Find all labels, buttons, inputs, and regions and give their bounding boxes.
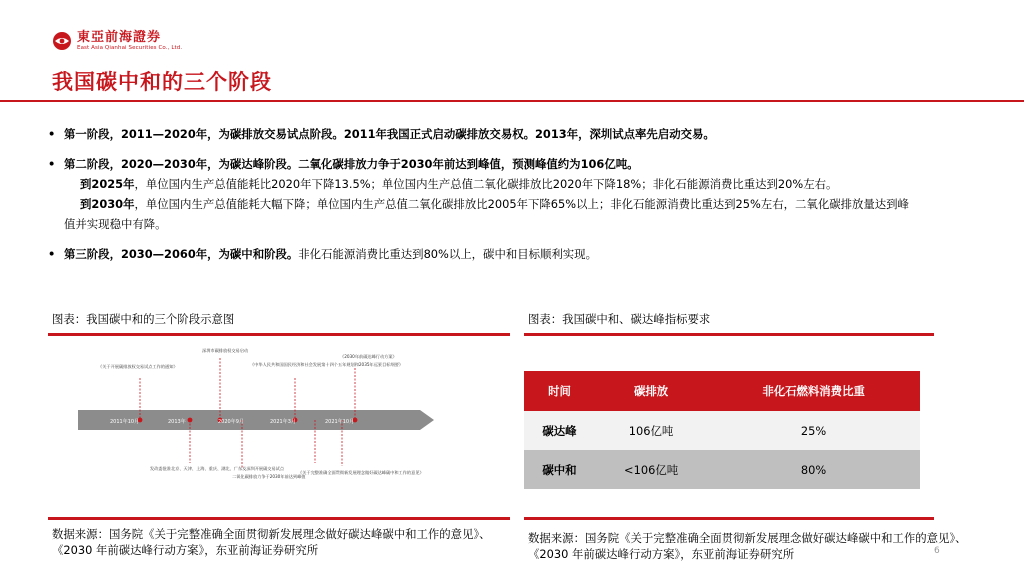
bottom-note-3: 《关于完整准确全面贯彻新发展理念做好碳达峰碳中和工作的意见》 <box>298 470 424 475</box>
row-peak-emission: 106亿吨 <box>595 411 707 450</box>
bullet-dot-icon: • <box>48 247 56 261</box>
bottom-note-1: 发改委批准北京、天津、上海、重庆、湖北、广东及深圳开展碳交易试点 <box>150 466 285 471</box>
target-2030-text-cont: 值并实现稳中有降。 <box>64 217 167 231</box>
figure-left-source: 数据来源：国务院《关于完整准确全面贯彻新发展理念做好碳达峰碳中和工作的意见》、《2030 年前碳达峰行动方案》，东亚前海证券研究所 <box>52 527 491 557</box>
bullet-stage-2 <box>48 154 1008 234</box>
stage-2-text: 第二阶段，2020—2030年，为碳达峰阶段。二氧化碳排放力争于2030年前达到峰值，预测峰值约为106亿吨。 <box>64 157 639 171</box>
bullet-stage-3 <box>48 244 1008 264</box>
top-note-2: 深圳市碳排放权交易启动 <box>202 348 249 353</box>
header-emission: 碳排放 <box>595 371 707 411</box>
timeline-label-4: 2021年3月 <box>270 419 296 425</box>
target-2030-text: ，单位国内生产总值能耗大幅下降；单位国内生产总值二氧化碳排放比2005年下降65%以上；非化石能源消费比重达到25%左右，二氧化碳排放量达到峰 <box>134 197 909 211</box>
figure-right-caption: 图表：我国碳中和、碳达峰指标要求 <box>528 312 711 326</box>
timeline-label-1: 2011年10月 <box>110 419 140 425</box>
row-peak-share: 25% <box>707 411 920 450</box>
table-row <box>524 411 920 450</box>
row-neutral-label: 碳中和 <box>524 450 595 489</box>
bottom-note-2: 二氧化碳排放力争于2030年前达到峰值 <box>232 474 306 479</box>
company-name-cn: 東亞前海證券 <box>77 29 162 45</box>
target-2025-label: 到2025年 <box>80 177 135 191</box>
timeline-diagram <box>70 338 510 513</box>
header-time: 时间 <box>524 371 595 411</box>
bullet-dot-icon: • <box>48 127 56 141</box>
figure-right-top-rule <box>524 333 934 336</box>
top-note-3: 《中华人民共和国国民经济和社会发展第十四个五年规划和2035年远景目标纲要》 <box>250 362 404 367</box>
figure-left-top-rule <box>48 333 510 336</box>
bullet-stage-1 <box>48 124 1008 144</box>
top-note-4: 《2030年前碳达峰行动方案》 <box>340 354 397 359</box>
stage-3-label: 第三阶段，2030—2060年，为碳中和阶段。 <box>64 247 299 261</box>
timeline-label-3: 2020年9月 <box>218 419 244 425</box>
table-row <box>524 450 920 489</box>
header-nonfossil-share: 非化石燃料消费比重 <box>707 371 920 411</box>
table-header-row <box>524 371 920 411</box>
timeline-node-2 <box>188 418 193 423</box>
stage-3-text: 非化石能源消费比重达到80%以上，碳中和目标顺利实现。 <box>298 247 597 261</box>
figure-right-source: 数据来源：国务院《关于完整准确全面贯彻新发展理念做好碳达峰碳中和工作的意见》、《2030 年前碳达峰行动方案》，东亚前海证券研究所 <box>528 531 967 561</box>
row-neutral-share: 80% <box>707 450 920 489</box>
figure-left-caption: 图表：我国碳中和的三个阶段示意图 <box>52 312 235 326</box>
target-2025-text: ，单位国内生产总值能耗比2020年下降13.5%；单位国内生产总值二氧化碳排放比2020年下降18%；非化石能源消费比重达到20%左右。 <box>134 177 838 191</box>
timeline-label-2: 2013年 <box>168 419 186 425</box>
row-peak-label: 碳达峰 <box>524 411 595 450</box>
stage-1-text: 第一阶段，2011—2020年，为碳排放交易试点阶段。2011年我国正式启动碳排放交易权。2013年，深圳试点率先启动交易。 <box>64 127 715 141</box>
indicator-table <box>524 371 920 489</box>
timeline-label-5: 2021年10月 <box>325 419 355 425</box>
figure-right-bottom-rule <box>524 517 934 520</box>
logo-mark-icon <box>52 31 72 51</box>
page-title: 我国碳中和的三个阶段 <box>52 70 272 94</box>
bullet-dot-icon: • <box>48 157 56 171</box>
row-neutral-emission: <106亿吨 <box>595 450 707 489</box>
company-logo <box>52 30 182 52</box>
target-2030-label: 到2030年 <box>80 197 135 211</box>
stage-bullets <box>48 124 1008 274</box>
top-note-1: 《关于开展碳排放权交易试点工作的通知》 <box>98 364 178 369</box>
company-name-en: East Asia Qianhai Securities Co., Ltd. <box>77 44 183 51</box>
page-number: 6 <box>934 546 940 556</box>
figure-left-bottom-rule <box>48 517 510 520</box>
title-divider <box>0 100 1024 102</box>
